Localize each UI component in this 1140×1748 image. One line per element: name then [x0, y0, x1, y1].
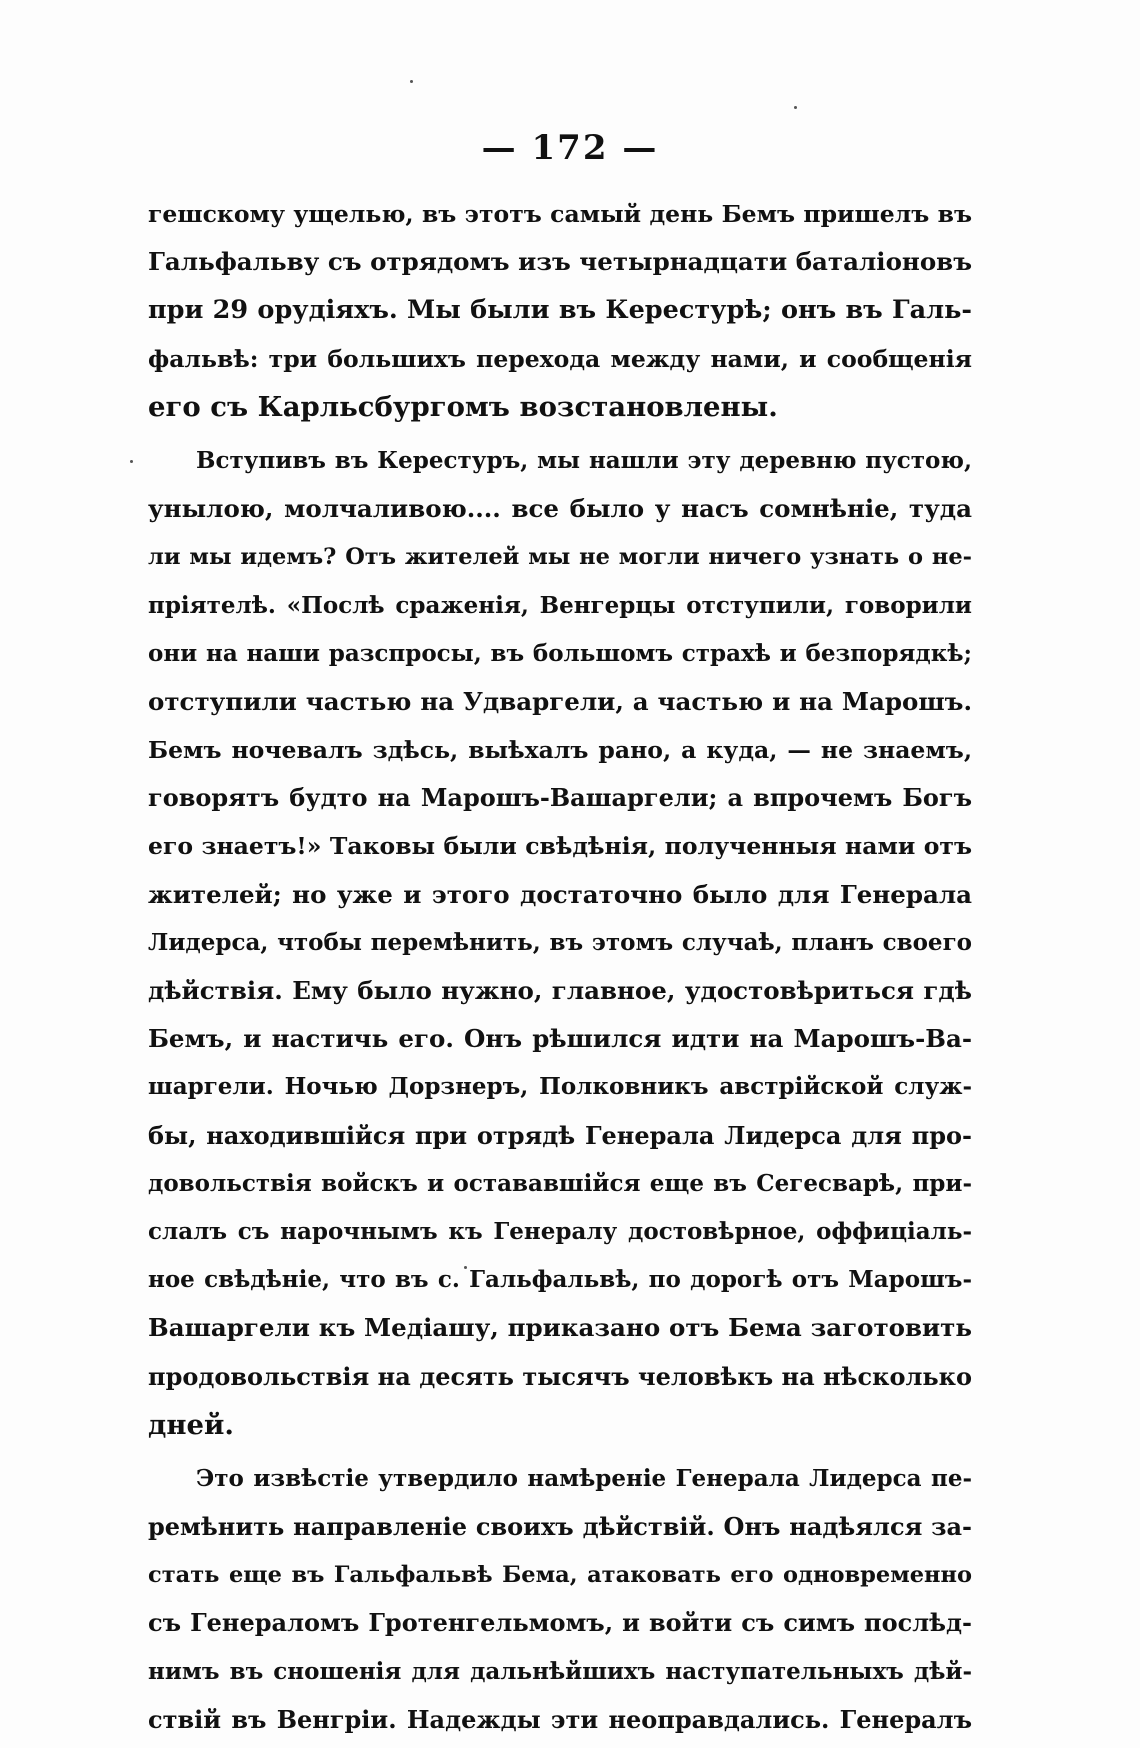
text-line: довольствія войскъ и остававшійся еще въ Сегесварѣ, при- — [148, 1169, 972, 1197]
paragraph — [148, 437, 972, 1449]
text-line: его съ Карльсбургомъ возстановлены. — [148, 390, 778, 423]
text-line: фальвѣ: три большихъ перехода между нами, и сообщенія — [148, 344, 972, 373]
paragraph — [148, 190, 972, 431]
text-line: Бемъ ночевалъ здѣсь, выѣхалъ рано, а куда, — не знаемъ, — [148, 736, 972, 765]
text-line: дней. — [148, 1408, 234, 1441]
text-line: его знаетъ!» Таковы были свѣдѣнія, полученныя нами отъ — [148, 832, 972, 861]
text-line: бы, находившійся при отрядѣ Генерала Лидерса для про- — [148, 1120, 972, 1150]
text-line: дѣйствія. Ему было нужно, главное, удостовѣриться гдѣ — [148, 976, 972, 1005]
text-line: унылою, молчаливою.... все было у насъ сомнѣніе, туда — [148, 494, 972, 524]
body-text — [148, 190, 972, 1744]
text-line: Вступивъ въ Керестуръ, мы нашли эту деревню пустою, — [196, 446, 972, 474]
paragraph — [148, 1455, 972, 1744]
text-line: Бемъ, и настичь его. Онъ рѣшился идти на Марошъ-Ва- — [148, 1024, 972, 1054]
text-line: слалъ съ нарочнымъ къ Генералу достовѣрное, оффиціаль- — [148, 1217, 972, 1245]
text-line: Это извѣстіе утвердило намѣреніе Генерала Лидерса пе- — [196, 1464, 972, 1492]
text-line: отступили частью на Удваргели, а частью и на Марошъ. — [148, 686, 972, 716]
text-line: стать еще въ Гальфальвѣ Бема, атаковать его одновременно — [148, 1562, 972, 1589]
print-speck — [410, 80, 413, 83]
text-line: шаргели. Ночью Дорзнеръ, Полковникъ австрійской служ- — [148, 1073, 972, 1101]
text-line: гешскому ущелью, въ этотъ самый день Бемъ пришелъ въ — [148, 200, 972, 228]
text-line: ли мы идемъ? Отъ жителей мы не могли ничего узнать о не- — [148, 544, 972, 571]
print-speck — [130, 460, 133, 463]
text-line: жителей; но уже и этого достаточно было для Генерала — [148, 879, 972, 909]
text-line: они на наши разспросы, въ большомъ страхѣ и безпорядкѣ; — [148, 639, 972, 667]
text-line: продовольствія на десять тысячъ человѣкъ на нѣсколько — [148, 1361, 972, 1391]
print-speck — [794, 106, 797, 109]
text-line: ствій въ Венгріи. Надежды эти неоправдались. Генералъ — [148, 1704, 972, 1734]
text-line: ное свѣдѣніе, что въ с. Гальфальвѣ, по дорогѣ отъ Марошъ- — [148, 1266, 972, 1294]
text-line: при 29 орудіяхъ. Мы были въ Керестурѣ; онъ въ Галь- — [148, 295, 972, 326]
text-line: Вашаргели къ Медіашу, приказано отъ Бема заготовить — [148, 1313, 972, 1343]
text-line: нимъ въ сношенія для дальнѣйшихъ наступательныхъ дѣй- — [148, 1657, 972, 1685]
text-line: Лидерса, чтобы перемѣнить, въ этомъ случаѣ, планъ своего — [148, 928, 972, 956]
text-line: Гальфальву съ отрядомъ изъ четырнадцати баталіоновъ — [148, 247, 972, 277]
page-number: — 172 — — [481, 128, 659, 168]
text-line: пріятелѣ. «Послѣ сраженія, Венгерцы отступили, говорили — [148, 591, 972, 619]
text-line: говорятъ будто на Марошъ-Вашаргели; а впрочемъ Богъ — [148, 783, 972, 813]
text-line: ремѣнить направленіе своихъ дѣйствій. Онъ надѣялся за- — [148, 1512, 972, 1542]
text-line: съ Генераломъ Гротенгельмомъ, и войти съ симъ послѣд- — [148, 1608, 972, 1638]
